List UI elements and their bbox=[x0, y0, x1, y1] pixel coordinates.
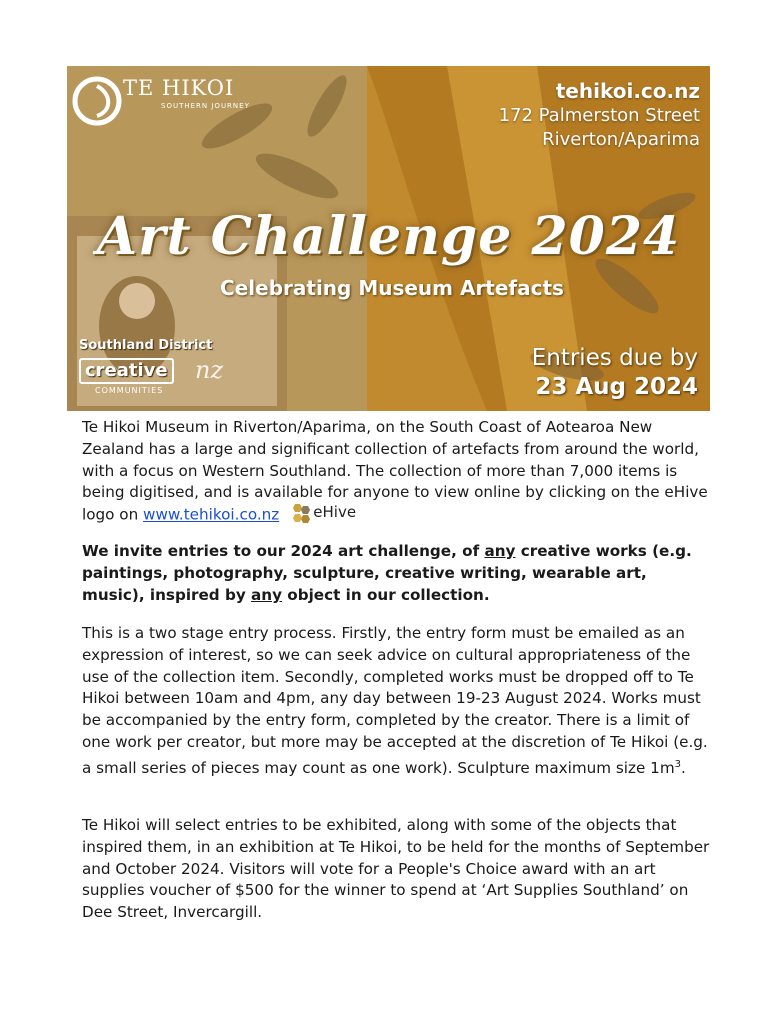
process-text: This is a two stage entry process. Firstly, the entry form must be emailed as an expression of interest, so we can seek advice on cultural appropriateness of the use of the collection item. Secondly, completed works must be dropped off to Te Hikoi between 10am and 4pm, any day between 19-23 August 2024. Works must be accompanied by the entry form, completed by the creator. There is a limit of one work per creator, but more may be accepted at the discretion of Te Hikoi (e.g. a small series of pieces may count as one work). Sculpture maximum size 1m bbox=[82, 624, 708, 777]
entries-due-block bbox=[532, 344, 698, 402]
invite-any-2: any bbox=[251, 585, 282, 604]
selection-text: Te Hikoi will select entries to be exhibited, along with some of the objects that inspired them, in an exhibition at Te Hikoi, to be held for the months of September and October 2024. Visitors will vote for a People's Choice award with an art supplies voucher of $500 for the winner to spend at ‘Art Supplies Southland’ on Dee Street, Invercargill. bbox=[82, 816, 710, 922]
address-line-1: 172 Palmerston Street bbox=[498, 105, 700, 126]
selection-paragraph bbox=[82, 815, 714, 924]
sponsor-creative-logo: creative bbox=[79, 358, 174, 384]
banner-headline: Art Challenge 2024 bbox=[96, 206, 681, 267]
ehive-label: eHive bbox=[313, 503, 357, 522]
website-text: tehikoi.co.nz bbox=[555, 79, 700, 103]
due-date: 23 Aug 2024 bbox=[535, 374, 698, 400]
promo-banner bbox=[67, 66, 710, 411]
invite-part-3: object in our collection. bbox=[282, 585, 490, 604]
logo-subtitle: SOUTHERN JOURNEY bbox=[161, 102, 250, 110]
invite-part-1: We invite entries to our 2024 art challenge, of bbox=[82, 542, 485, 560]
invite-paragraph bbox=[82, 541, 714, 606]
intro-paragraph bbox=[82, 417, 714, 527]
te-hikoi-logo bbox=[79, 72, 269, 162]
process-paragraph bbox=[82, 623, 714, 780]
intro-text: Te Hikoi Museum in Riverton/Aparima, on the South Coast of Aotearoa New Zealand has a large and significant collection of artefacts from around the world, with a focus on Western Southland. The collection of more than 7,000 items is being digitised, and is available for anyone to view online by clicking on the eHive logo on bbox=[82, 418, 708, 524]
website-link[interactable]: www.tehikoi.co.nz bbox=[143, 505, 280, 524]
process-end: . bbox=[680, 758, 686, 777]
invite-part-2: creative works (e.g. paintings, photography, sculpture, creative writing, wearable art, music), inspired by bbox=[82, 542, 692, 604]
sponsor-district: Southland District bbox=[79, 338, 213, 353]
contact-block bbox=[499, 78, 700, 152]
banner-subheadline: Celebrating Museum Artefacts bbox=[220, 276, 564, 300]
ehive-logo[interactable] bbox=[289, 502, 356, 524]
ehive-hexagon-icon bbox=[289, 503, 313, 523]
invite-any-1: any bbox=[484, 542, 516, 560]
sponsor-communities: COMMUNITIES bbox=[95, 386, 164, 395]
address-line-2: Riverton/Aparima bbox=[542, 129, 700, 150]
cubic-superscript: 3 bbox=[674, 758, 681, 770]
due-label: Entries due by bbox=[531, 345, 698, 371]
logo-title: TE HIKOI bbox=[123, 76, 235, 100]
sponsor-nz: nz bbox=[195, 356, 224, 384]
